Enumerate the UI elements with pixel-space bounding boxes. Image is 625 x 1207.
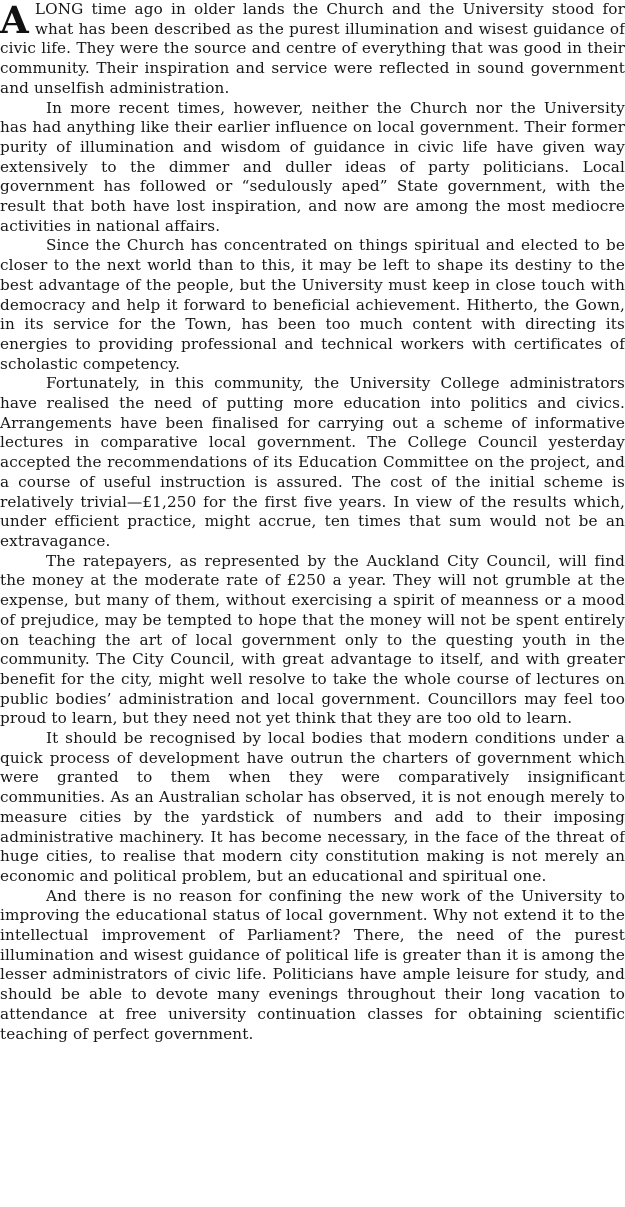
paragraph-2: In more recent times, however, neither the Church nor the University has had anything like their earlier influence on local government. Their former purity of illumination and wisdom of guidance in civic life have given way extensively to the dimmer and duller ideas of party politicians. Local government has followed or “sedulously aped” State government, with the result that both have lost inspiration, and now are among the most mediocre activities in national affairs. <box>0 98 625 235</box>
paragraph-5: The ratepayers, as represented by the Auckland City Council, will find the money at the moderate rate of £250 a year. They will not grumble at the expense, but many of them, without exercising a spirit of meanness or a mood of prejudice, may be tempted to hope that the money will not be spent entirely on teaching the art of local government only to the questing youth in the community. The City Council, with great advantage to itself, and with greater benefit for the city, might well resolve to take the whole course of lectures on public bodies’ administration and local government. Councillors may feel too proud to learn, but they need not yet think that they are too old to learn. <box>0 551 625 728</box>
paragraph-1 <box>0 0 625 99</box>
paragraph-1-text: LONG time ago in older lands the Church and the University stood for what has been described as the purest illumination and wisest guidance of civic life. They were the source and centre of everything that was good in their community. Their inspiration and service were reflected in sound government and unselfish administration. <box>0 0 625 97</box>
drop-cap: A <box>0 0 29 42</box>
paragraph-4: Fortunately, in this community, the University College administrators have realised the need of putting more education into politics and civics. Arrangements have been finalised for carrying out a scheme of informative lectures in comparative local government. The College Council yesterday accepted the recommendations of its Education Committee on the project, and a course of useful instruction is assured. The cost of the initial scheme is relatively trivial—£1,250 for the first five years. In view of the results which, under efficient practice, might accrue, ten times that sum would not be an extravagance. <box>0 374 625 550</box>
paragraph-3: Since the Church has concentrated on things spiritual and elected to be closer to the next world than to this, it may be left to shape its destiny to the best advantage of the people, but the University must keep in close touch with democracy and help it forward to beneficial achievement. Hitherto, the Gown, in its service for the Town, has been too much content with directing its energies to providing professional and technical workers with certificates of scholastic competency. <box>0 236 625 373</box>
paragraph-6: It should be recognised by local bodies that modern conditions under a quick process of development have outrun the charters of government which were granted to them when they were comparatively insignificant communities. As an Australian scholar has observed, it is not enough merely to measure cities by the yardstick of numbers and add to their imposing administrative machinery. It has become necessary, in the face of the threat of huge cities, to realise that modern city constitution making is not merely an economic and political problem, but an educational and spiritual one. <box>0 729 625 885</box>
paragraph-7: And there is no reason for confining the new work of the University to improving the educational status of local government. Why not extend it to the intellectual improvement of Parliament? There, the need of the purest illumination and wisest guidance of political life is greater than it is among the lesser administrators of civic life. Politicians have ample leisure for study, and should be able to devote many evenings throughout their long vacation to attendance at free university continuation classes for obtaining scientific teaching of perfect government. <box>0 886 625 1043</box>
